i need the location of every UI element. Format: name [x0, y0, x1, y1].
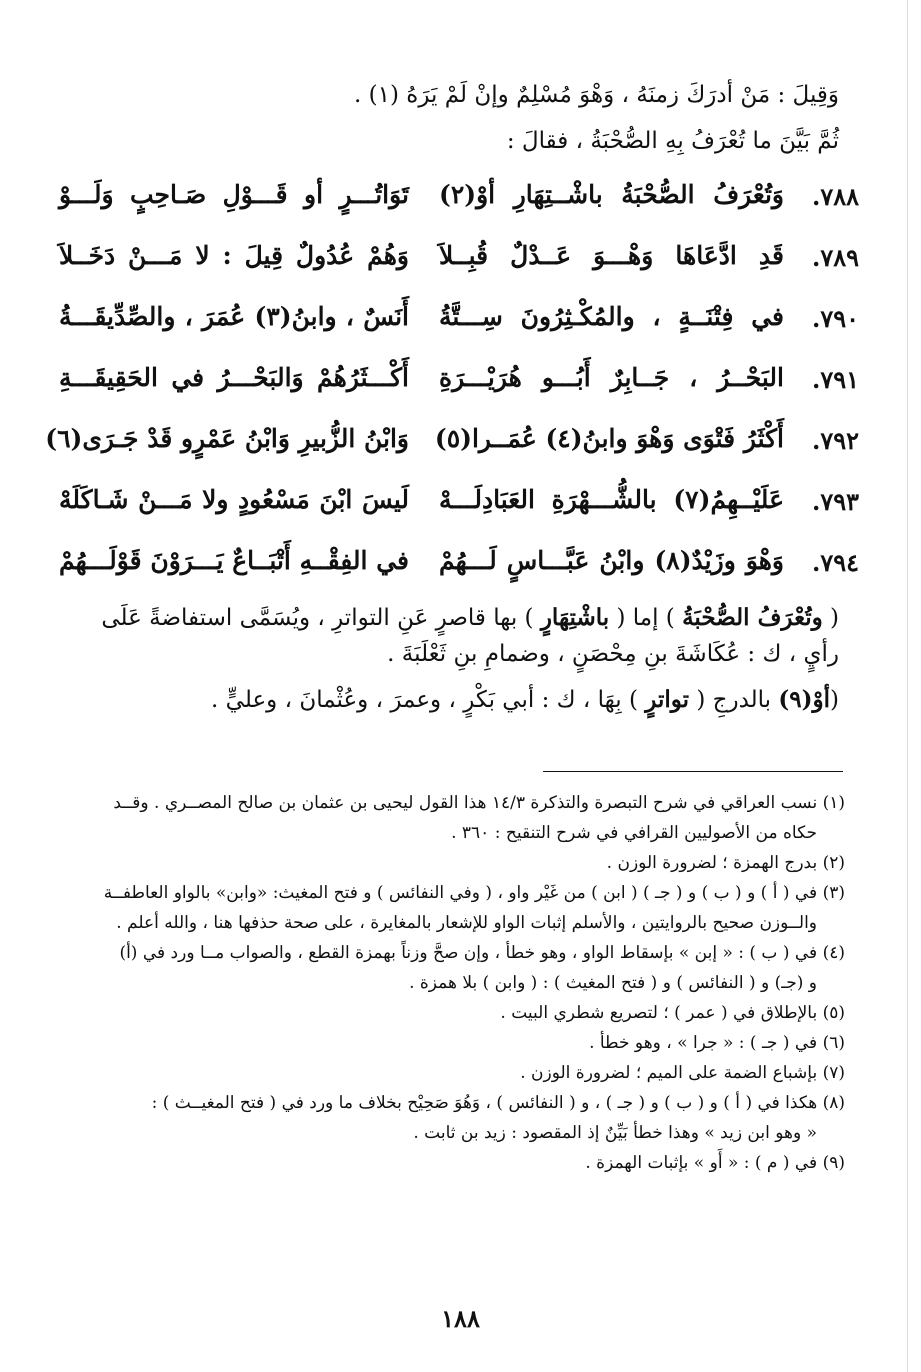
footnote-continuation: و (جـ) و ( النفائس ) و ( فتح المغيث ) : ( وابن ) بلا همزة . — [409, 973, 817, 993]
footnote-text: (٧) بإشباع الضمة على الميم ؛ لضرورة الوزن . — [520, 1063, 845, 1083]
footnote-continuation: حكاه من الأصوليين القرافي في شرح التنقيح : ٣٦٠ . — [451, 823, 817, 843]
verse-first-hemistich: في فِتْنَــةٍ ، والمُكْـثِرُونَ سِـــتَّةُ — [439, 302, 784, 331]
commentary-text: ) بِهَا ، ك : أبي بَكْرٍ ، وعمرَ ، وعُثْمانَ ، وعليٍّ . — [211, 687, 638, 713]
footnote — [75, 878, 845, 938]
verse-first-hemistich: عَلَيْــهِمُ(٧) بالشُّـــهْرَةِ العَبَادِلَـــهْ — [439, 485, 784, 514]
verse-number: ٧٨٩. — [811, 243, 859, 272]
verse-second-hemistich: في الفِقْــهِ أَتْبَــاعٌ يَـــرَوْنَ قَوْلَـــهُمْ — [59, 546, 409, 575]
verse-first-hemistich: وَهْوَ وزَيْدٌ(٨) وابْنُ عَبَّـــاسٍ لَـــهُمْ — [439, 546, 784, 575]
page-edge-shadow — [907, 0, 908, 1372]
verse-row — [59, 172, 859, 233]
verse-number: ٧٨٨. — [811, 182, 859, 211]
commentary-keyword: أوْ(٩) — [778, 686, 831, 713]
verse-second-hemistich: تَوَاتُـــرٍ أو قَـــوْلِ صَـاحِبٍ وَلَـــوْ — [59, 180, 409, 209]
commentary — [79, 600, 839, 728]
verse-first-hemistich: البَحْــرُ ، جَــابِرٌ أَبُـــو هُرَيْـــرَةِ — [439, 363, 784, 392]
footnote — [75, 1148, 845, 1178]
verse-second-hemistich: لَيسَ ابْنَ مَسْعُودٍ ولا مَـــنْ شَـاكَلَهْ — [59, 485, 409, 514]
footnote-continuation: « وهو ابن زيد » وهذا خطأ بَيِّنٌ إذ المقصود : زيد بن ثابت . — [413, 1123, 817, 1143]
footnote — [75, 1088, 845, 1148]
verse-row — [59, 477, 859, 538]
page-number: ١٨٨ — [441, 1304, 480, 1333]
commentary-text: بالدرجِ ( — [696, 687, 772, 713]
verse-number: ٧٩١. — [811, 365, 859, 394]
footnote-continuation: والــوزن صحيح بالروايتين ، والأسلم إثبات الواو للإشعار بالمغايرة ، على صحة حذفها هنا ، والله أعلم . — [116, 913, 817, 933]
verse-row — [59, 538, 859, 599]
verse-second-hemistich: أَنَسٌ ، وابنُ(٣) عُمَرَ ، والصِّدِّيقَـــةُ — [59, 302, 410, 331]
commentary-keyword: باشْتِهَارٍ — [540, 604, 610, 631]
commentary-text: ) بها قاصرٍ عَنِ التواترِ ، ويُسَمَّى استفاضةً عَلَى رأيٍ ، ك : عُكَاشَةَ بنِ مِحْصَنٍ ، وضمامِ بنِ ثَعْلَبَةَ . — [101, 605, 839, 667]
footnote — [75, 1028, 845, 1058]
verse-first-hemistich: أَكْثَرُ فَتْوَى وَهْوَ وابنُ(٤) عُمَــرا(٥) — [434, 424, 784, 453]
footnote-text: (٥) بالإطلاق في ( عمر ) ؛ لتصريع شطري البيت . — [500, 1003, 845, 1023]
footnote-text: (٣) في ( أ ) و ( ب ) و ( جـ ) ( ابن ) من غَيْر واو ، ( وفي النفائس ) و فتح المغيث: «وابن» بالواو العاطفــة — [103, 883, 845, 903]
commentary-keyword: تواترٍ — [645, 686, 690, 713]
commentary-keyword: وتُعْرَفُ الصُّحْبَةُ — [682, 604, 823, 631]
commentary-paragraph — [79, 682, 839, 718]
verse-number: ٧٩٣. — [811, 487, 859, 516]
footnote-text: (٦) في ( جـ ) : « جرا » ، وهو خطأ . — [589, 1033, 845, 1053]
commentary-text: ) إما ( — [616, 605, 675, 631]
verse-row — [45, 416, 859, 477]
footnote-text: (٩) في ( م ) : « أَو » بإثبات الهمزة . — [585, 1153, 845, 1173]
verse-row — [59, 355, 859, 416]
verse-first-hemistich: قَدِ ادَّعَاهَا وَهْـــوَ عَــدْلٌ قُبِــلاَ — [439, 241, 784, 270]
verse-row — [59, 233, 859, 294]
verse-number: ٧٩٠. — [811, 304, 859, 333]
footnotes — [75, 788, 845, 1178]
footnote — [75, 848, 845, 878]
verse-first-hemistich: وَتُعْرَفُ الصُّحْبَةُ باشْــتِهَارِ أوْ(٢) — [439, 180, 784, 209]
commentary-text: ( — [830, 605, 839, 631]
commentary-paragraph — [79, 600, 839, 672]
verse-second-hemistich: وَهُمْ عُدُولٌ قِيلَ : لا مَـــنْ دَخَــلاَ — [59, 241, 409, 270]
footnote-text: (٤) في ( ب ) : « إبن » بإسقاط الواو ، وهو خطأ ، وإن صحَّ وزناً بهمزة القطع ، والصواب مــا ورد في (أ) — [119, 943, 845, 963]
verse-second-hemistich: أَكْـــثَرُهُمْ وَالبَحْـــرُ في الحَقِيقَـــةِ — [59, 363, 409, 392]
intro-line: ثُمَّ بَيَّنَ ما تُعْرَفُ بِهِ الصُّحْبَةُ ، فقالَ : — [506, 128, 839, 154]
verse-second-hemistich: وَابْنُ الزُّبيرِ وَابْنُ عَمْرٍو قَدْ جَـرَى(٦) — [45, 424, 409, 453]
footnote-text: (٨) هكذا في ( أ ) و ( ب ) و ( جـ ) ، و ( النفائس ) ، وَهُوَ صَحِيْح بخلاف ما ورد في ( فتح المغيــث ) : — [151, 1093, 845, 1113]
footnote — [75, 938, 845, 998]
verse-number: ٧٩٢. — [811, 426, 859, 455]
verse-number: ٧٩٤. — [811, 548, 859, 577]
commentary-text: ( — [830, 687, 839, 713]
footnote — [75, 998, 845, 1028]
footnote-separator — [543, 771, 843, 772]
footnote — [75, 788, 845, 848]
footnote-text: (١) نسب العراقي في شرح التبصرة والتذكرة ١٤/٣ هذا القول ليحيى بن عثمان بن صالح المصــري . وقــد — [113, 793, 845, 813]
footnote — [75, 1058, 845, 1088]
verse-row — [59, 294, 859, 355]
intro-line: وَقِيلَ : مَنْ أدرَكَ زمنَهُ ، وَهْوَ مُسْلِمٌ وإنْ لَمْ يَرَهُ (١) . — [354, 82, 839, 108]
verse-block — [45, 172, 859, 599]
footnote-text: (٢) بدرج الهمزة ؛ لضرورة الوزن . — [606, 853, 845, 873]
